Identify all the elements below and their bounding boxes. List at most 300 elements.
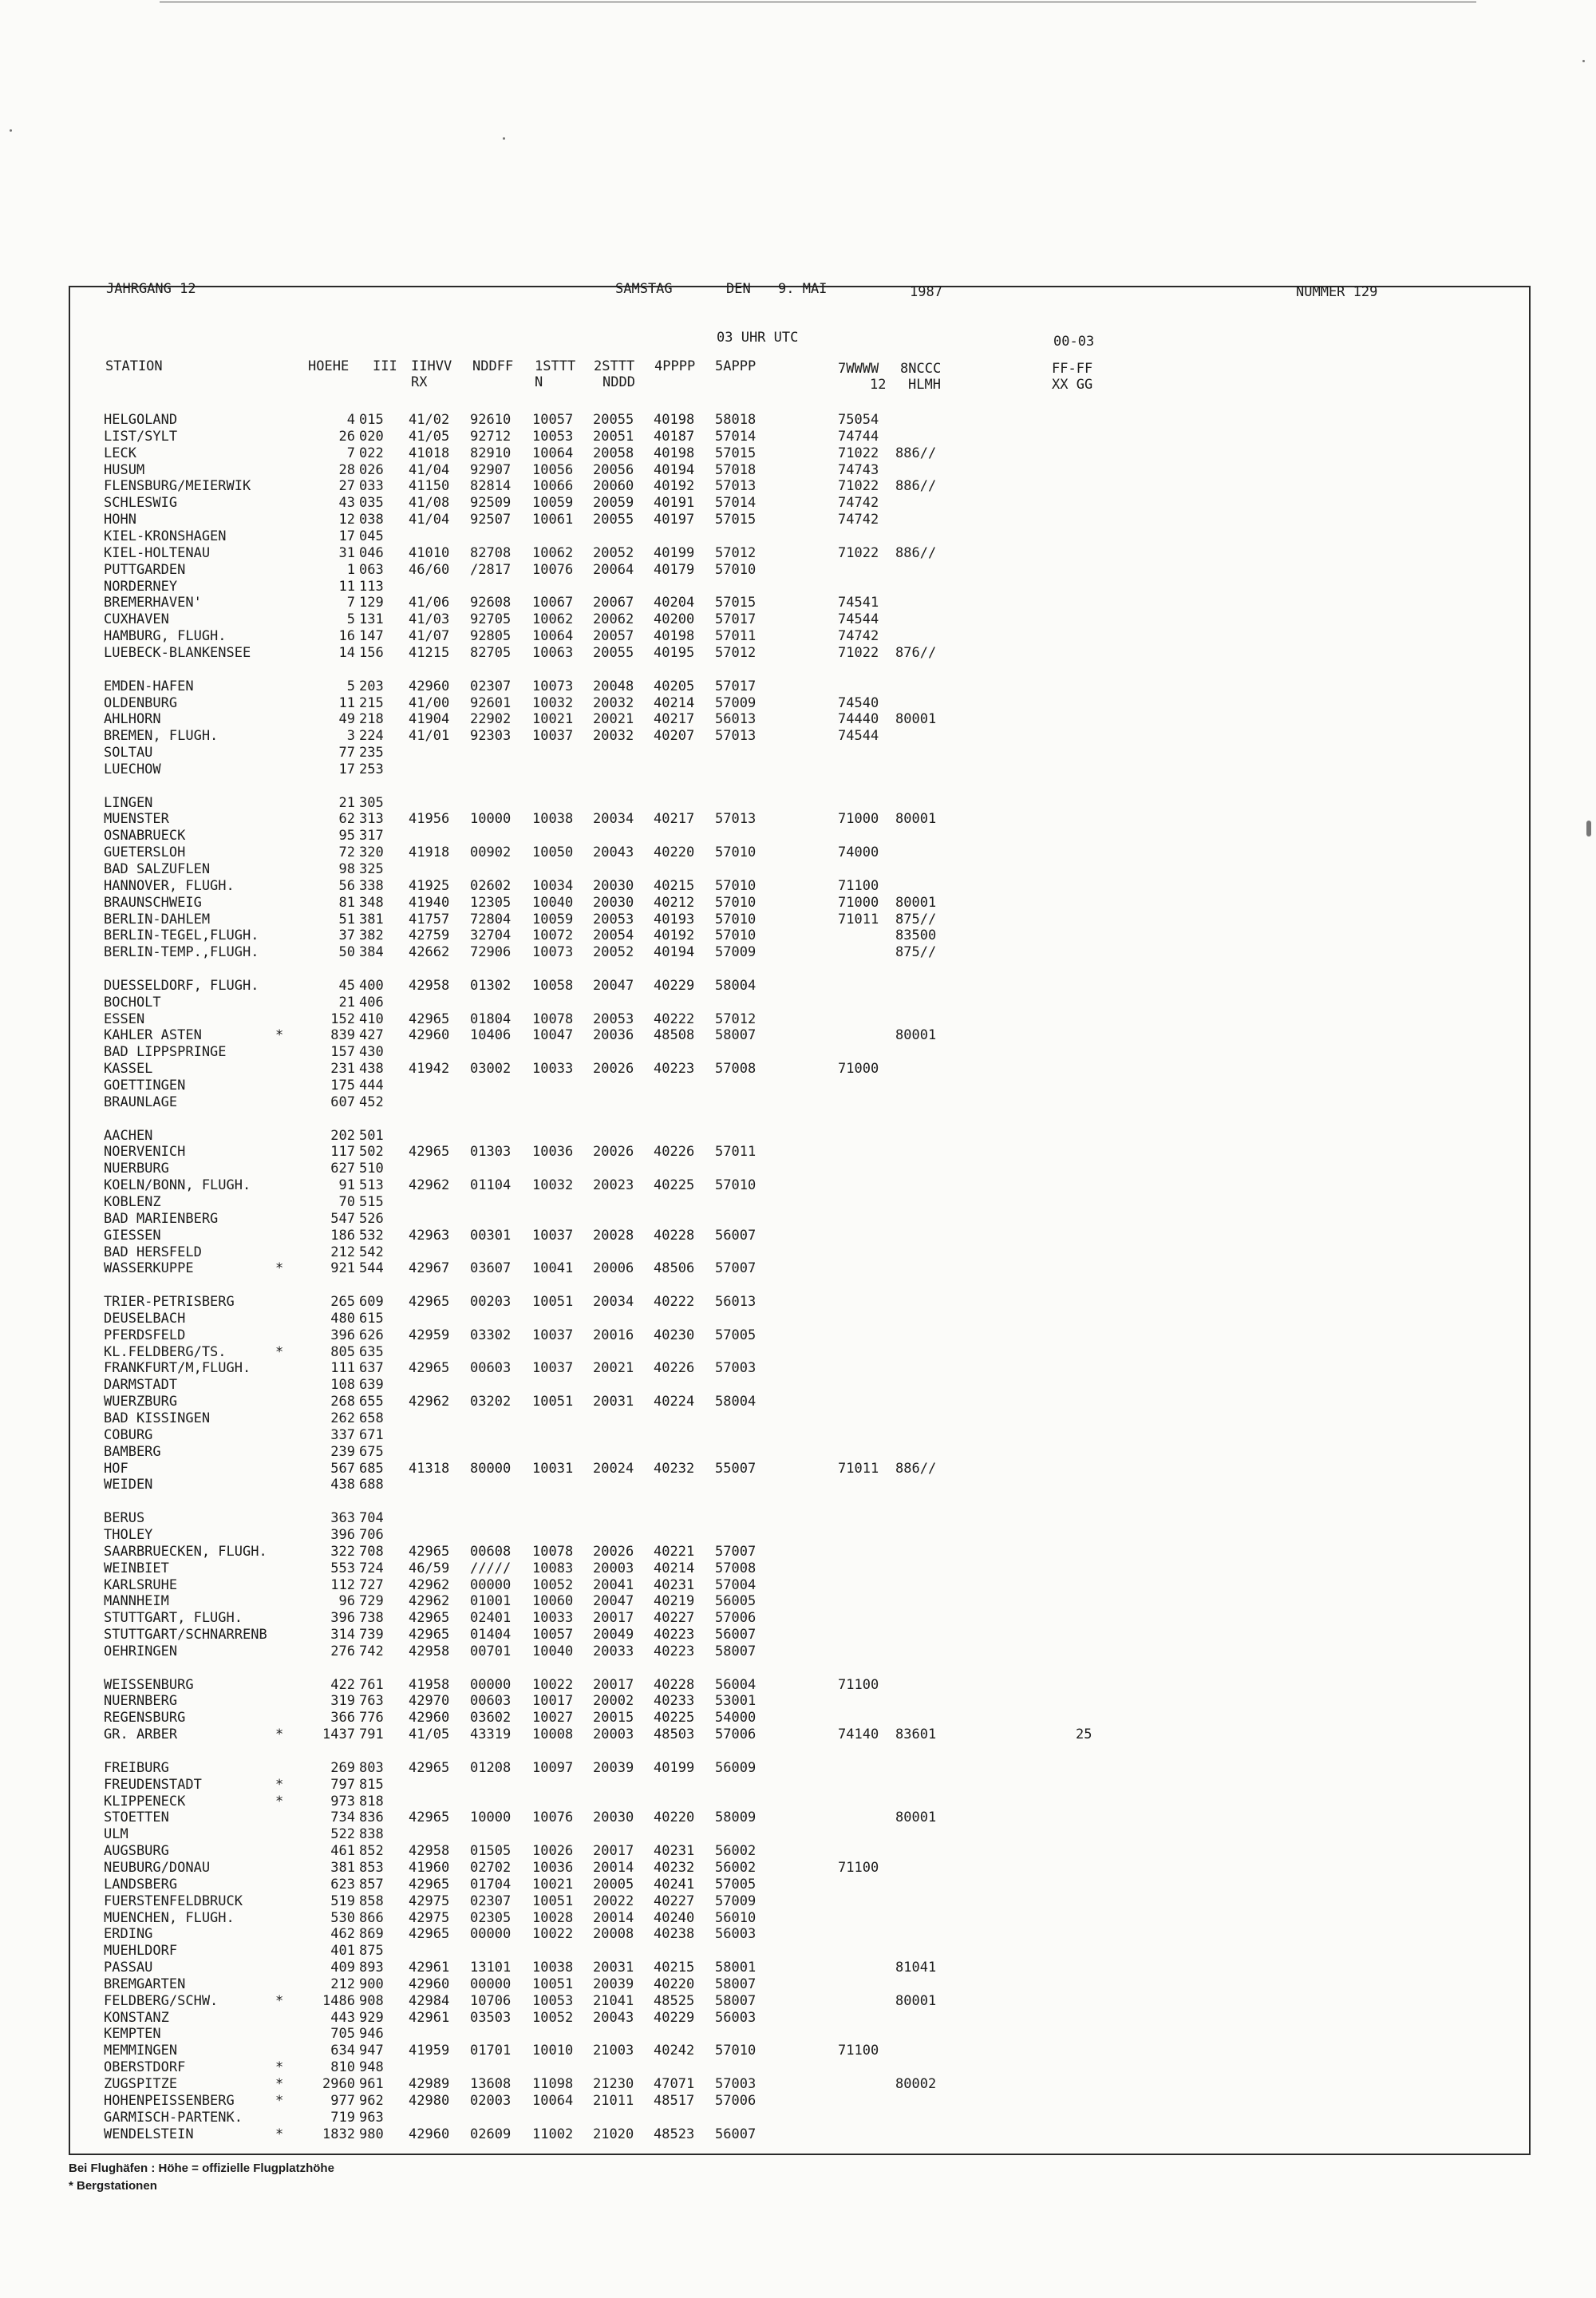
group-iihvv: 42965 <box>409 1610 450 1627</box>
group-iihvv: 42960 <box>409 1710 450 1726</box>
group-7wwww: 74544 <box>838 728 879 745</box>
group-5appp: 56003 <box>715 2009 757 2026</box>
group-5appp: 56009 <box>715 1759 757 1776</box>
group-iihvv: 42967 <box>409 1260 450 1277</box>
station-id: 510 <box>359 1161 384 1177</box>
group-1sttt: 10021 <box>532 1876 574 1893</box>
group-5appp: 56013 <box>715 711 757 728</box>
col-4pppp: 4PPPP <box>654 358 696 374</box>
station-id: 147 <box>359 628 384 645</box>
group-iihvv: 41959 <box>409 2043 450 2059</box>
group-5appp: 56013 <box>715 1294 757 1310</box>
group-iihvv: 41757 <box>409 911 450 928</box>
group-nddff: 00000 <box>470 1926 512 1943</box>
station-name: LANDSBERG <box>104 1876 178 1893</box>
group-5appp: 57015 <box>715 445 757 461</box>
group-nddff: ///// <box>470 1560 512 1576</box>
group-iihvv: 46/60 <box>409 561 450 578</box>
group-1sttt: 10064 <box>532 445 574 461</box>
group-8nccc: 80001 <box>895 1992 937 2009</box>
group-nddff: 02401 <box>470 1610 512 1627</box>
station-id: 305 <box>359 794 384 811</box>
group-7wwww: 74742 <box>838 628 879 645</box>
elevation: 396 <box>330 1526 355 1543</box>
group-iihvv: 42965 <box>409 1759 450 1776</box>
group-2sttt: 20022 <box>593 1893 634 1909</box>
elevation: 422 <box>330 1676 355 1693</box>
group-1sttt: 10076 <box>532 561 574 578</box>
group-nddff: 92507 <box>470 512 512 528</box>
group-2sttt: 20067 <box>593 595 634 611</box>
group-4pppp: 40192 <box>654 928 695 944</box>
group-2sttt: 20026 <box>593 1061 634 1078</box>
group-4pppp: 40227 <box>654 1610 695 1627</box>
group-iihvv: 42962 <box>409 1576 450 1593</box>
station-name: BRAUNLAGE <box>104 1094 178 1110</box>
group-nddff: 01701 <box>470 2043 512 2059</box>
group-nddff: 01704 <box>470 1876 512 1893</box>
group-iihvv: 42759 <box>409 928 450 944</box>
station-id: 203 <box>359 678 384 694</box>
station-id: 708 <box>359 1543 384 1560</box>
station-name: KARLSRUHE <box>104 1576 178 1593</box>
group-5appp: 57009 <box>715 944 757 961</box>
mountain-mark: * <box>275 1793 284 1810</box>
station-name: OSNABRUECK <box>104 828 186 844</box>
group-1sttt: 10041 <box>532 1260 574 1277</box>
station-id: 869 <box>359 1926 384 1943</box>
group-5appp: 57018 <box>715 461 757 478</box>
group-5appp: 56007 <box>715 2126 757 2142</box>
group-7wwww: 71000 <box>838 894 879 911</box>
group-4pppp: 40224 <box>654 1394 695 1410</box>
group-1sttt: 10053 <box>532 428 574 445</box>
elevation: 839 <box>330 1027 355 1044</box>
group-5appp: 57007 <box>715 1543 757 1560</box>
station-name: BREMERHAVEN' <box>104 595 202 611</box>
group-nddff: 92907 <box>470 461 512 478</box>
elevation: 98 <box>338 861 355 877</box>
mountain-mark: * <box>275 1776 284 1793</box>
elevation: 805 <box>330 1343 355 1360</box>
group-1sttt: 10036 <box>532 1144 574 1161</box>
elevation: 319 <box>330 1693 355 1710</box>
group-nddff: /2817 <box>470 561 512 578</box>
group-1sttt: 10047 <box>532 1027 574 1044</box>
group-4pppp: 40200 <box>654 611 695 628</box>
station-id: 438 <box>359 1061 384 1078</box>
group-iihvv: 42975 <box>409 1909 450 1926</box>
elevation: 5 <box>346 678 355 694</box>
group-8nccc: 80001 <box>895 1810 937 1826</box>
group-5appp: 57013 <box>715 811 757 828</box>
elevation: 212 <box>330 1244 355 1260</box>
table-frame <box>69 286 1531 2155</box>
station-id: 609 <box>359 1294 384 1310</box>
group-5appp: 57017 <box>715 611 757 628</box>
group-2sttt: 20055 <box>593 512 634 528</box>
group-4pppp: 40241 <box>654 1876 695 1893</box>
group-iihvv: 41958 <box>409 1676 450 1693</box>
station-name: LUECHOW <box>104 761 161 777</box>
station-name: OEHRINGEN <box>104 1643 178 1659</box>
station-id: 218 <box>359 711 384 728</box>
group-4pppp: 40192 <box>654 478 695 495</box>
elevation: 27 <box>338 478 355 495</box>
station-id: 381 <box>359 911 384 928</box>
elevation: 45 <box>338 977 355 994</box>
group-4pppp: 47071 <box>654 2076 695 2092</box>
group-4pppp: 40230 <box>654 1327 695 1343</box>
station-name: KLIPPENECK <box>104 1793 186 1810</box>
group-5appp: 57010 <box>715 928 757 944</box>
station-name: FELDBERG/SCHW. <box>104 1992 219 2009</box>
group-2sttt: 20026 <box>593 1543 634 1560</box>
elevation: 1486 <box>322 1992 355 2009</box>
station-id: 671 <box>359 1426 384 1443</box>
station-name: BERUS <box>104 1510 145 1527</box>
group-2sttt: 20059 <box>593 495 634 512</box>
station-id: 727 <box>359 1576 384 1593</box>
group-2sttt: 20043 <box>593 2009 634 2026</box>
group-nddff: 43319 <box>470 1726 512 1743</box>
group-iihvv: 42959 <box>409 1327 450 1343</box>
group-iihvv: 41/04 <box>409 461 450 478</box>
group-nddff: 13608 <box>470 2076 512 2092</box>
group-nddff: 03602 <box>470 1710 512 1726</box>
group-2sttt: 20036 <box>593 1027 634 1044</box>
station-name: BRAUNSCHWEIG <box>104 894 202 911</box>
station-name: MUENCHEN, FLUGH. <box>104 1909 235 1926</box>
group-iihvv: 42965 <box>409 1876 450 1893</box>
station-id: 706 <box>359 1526 384 1543</box>
station-id: 338 <box>359 877 384 894</box>
elevation: 462 <box>330 1926 355 1943</box>
group-8nccc: 80001 <box>895 811 937 828</box>
station-id: 836 <box>359 1810 384 1826</box>
station-name: HOHENPEISSENBERG <box>104 2092 235 2109</box>
group-nddff: 12305 <box>470 894 512 911</box>
group-1sttt: 10010 <box>532 2043 574 2059</box>
station-id: 791 <box>359 1726 384 1743</box>
elevation: 21 <box>338 794 355 811</box>
group-iihvv: 42960 <box>409 1976 450 1992</box>
group-nddff: 00203 <box>470 1294 512 1310</box>
station-name: STUTTGART, FLUGH. <box>104 1610 243 1627</box>
group-7wwww: 75054 <box>838 412 879 428</box>
group-1sttt: 10051 <box>532 1976 574 1992</box>
group-iihvv: 41960 <box>409 1859 450 1876</box>
group-2sttt: 20054 <box>593 928 634 944</box>
group-7wwww: 74743 <box>838 461 879 478</box>
group-1sttt: 10051 <box>532 1893 574 1909</box>
group-1sttt: 10061 <box>532 512 574 528</box>
station-id: 639 <box>359 1377 384 1394</box>
group-2sttt: 20060 <box>593 478 634 495</box>
group-iihvv: 41904 <box>409 711 450 728</box>
elevation: 81 <box>338 894 355 911</box>
group-2sttt: 20005 <box>593 1876 634 1893</box>
mountain-mark: * <box>275 1992 284 2009</box>
group-nddff: 10706 <box>470 1992 512 2009</box>
station-id: 063 <box>359 561 384 578</box>
group-nddff: 01302 <box>470 977 512 994</box>
group-nddff: 00608 <box>470 1543 512 1560</box>
group-2sttt: 20003 <box>593 1726 634 1743</box>
group-iihvv: 42963 <box>409 1227 450 1244</box>
elevation: 152 <box>330 1011 355 1027</box>
group-iihvv: 42975 <box>409 1893 450 1909</box>
group-4pppp: 40195 <box>654 644 695 661</box>
col-nddff: NDDFF <box>472 358 514 374</box>
group-nddff: 92303 <box>470 728 512 745</box>
elevation: 26 <box>338 428 355 445</box>
group-1sttt: 10064 <box>532 2092 574 2109</box>
col-ff-sub: XX GG <box>1052 377 1093 393</box>
group-iihvv: 41010 <box>409 544 450 561</box>
group-iihvv: 42965 <box>409 1810 450 1826</box>
group-5appp: 57012 <box>715 544 757 561</box>
group-1sttt: 10008 <box>532 1726 574 1743</box>
station-name: ERDING <box>104 1926 153 1943</box>
group-5appp: 55007 <box>715 1460 757 1477</box>
group-7wwww: 71000 <box>838 1061 879 1078</box>
group-1sttt: 10062 <box>532 544 574 561</box>
elevation: 14 <box>338 644 355 661</box>
group-nddff: 82814 <box>470 478 512 495</box>
elevation: 480 <box>330 1310 355 1327</box>
elevation: 461 <box>330 1843 355 1860</box>
station-id: 818 <box>359 1793 384 1810</box>
group-4pppp: 40228 <box>654 1227 695 1244</box>
group-nddff: 92705 <box>470 611 512 628</box>
station-id: 761 <box>359 1676 384 1693</box>
observation-time: 03 UHR UTC <box>717 330 799 346</box>
group-nddff: 32704 <box>470 928 512 944</box>
group-1sttt: 10040 <box>532 1643 574 1659</box>
group-1sttt: 10017 <box>532 1693 574 1710</box>
group-4pppp: 40223 <box>654 1061 695 1078</box>
group-nddff: 22902 <box>470 711 512 728</box>
group-nddff: 01001 <box>470 1593 512 1610</box>
group-nddff: 03002 <box>470 1061 512 1078</box>
elevation: 530 <box>330 1909 355 1926</box>
station-name: DARMSTADT <box>104 1377 178 1394</box>
group-iihvv: 41318 <box>409 1460 450 1477</box>
station-id: 658 <box>359 1410 384 1426</box>
station-id: 626 <box>359 1327 384 1343</box>
scan-speck <box>1582 60 1585 62</box>
group-iihvv: 41940 <box>409 894 450 911</box>
mountain-mark: * <box>275 1343 284 1360</box>
elevation: 567 <box>330 1460 355 1477</box>
group-iihvv: 41215 <box>409 644 450 661</box>
group-1sttt: 10056 <box>532 461 574 478</box>
group-nddff: 02307 <box>470 1893 512 1909</box>
group-1sttt: 10057 <box>532 412 574 428</box>
elevation: 37 <box>338 928 355 944</box>
period: 00-03 <box>1053 334 1095 350</box>
group-1sttt: 10050 <box>532 844 574 861</box>
group-iihvv: 42961 <box>409 2009 450 2026</box>
group-2sttt: 20057 <box>593 628 634 645</box>
group-iihvv: 46/59 <box>409 1560 450 1576</box>
group-1sttt: 10097 <box>532 1759 574 1776</box>
group-1sttt: 10078 <box>532 1543 574 1560</box>
station-name: HELGOLAND <box>104 412 178 428</box>
group-2sttt: 20053 <box>593 1011 634 1027</box>
group-7wwww: 74744 <box>838 428 879 445</box>
station-id: 532 <box>359 1227 384 1244</box>
group-nddff: 01505 <box>470 1843 512 1860</box>
group-2sttt: 20014 <box>593 1859 634 1876</box>
group-5appp: 57003 <box>715 2076 757 2092</box>
group-4pppp: 40197 <box>654 512 695 528</box>
group-8nccc: 80001 <box>895 1027 937 1044</box>
group-2sttt: 20032 <box>593 728 634 745</box>
station-id: 515 <box>359 1193 384 1210</box>
elevation: 49 <box>338 711 355 728</box>
group-4pppp: 40223 <box>654 1627 695 1643</box>
station-name: MUENSTER <box>104 811 169 828</box>
group-iihvv: 42989 <box>409 2076 450 2092</box>
elevation: 607 <box>330 1094 355 1110</box>
station-id: 129 <box>359 595 384 611</box>
group-2sttt: 20064 <box>593 561 634 578</box>
group-4pppp: 40231 <box>654 1843 695 1860</box>
group-7wwww: 71011 <box>838 1460 879 1477</box>
group-1sttt: 10036 <box>532 1859 574 1876</box>
col-8nccc: 8NCCC <box>900 361 942 377</box>
group-iihvv: 42962 <box>409 1177 450 1194</box>
group-1sttt: 10060 <box>532 1593 574 1610</box>
station-id: 382 <box>359 928 384 944</box>
station-id: 026 <box>359 461 384 478</box>
elevation: 265 <box>330 1294 355 1310</box>
group-nddff: 00701 <box>470 1643 512 1659</box>
station-id: 348 <box>359 894 384 911</box>
col-1sttt: 1STTT <box>535 358 576 374</box>
elevation: 522 <box>330 1826 355 1843</box>
station-id: 858 <box>359 1893 384 1909</box>
station-id: 526 <box>359 1210 384 1227</box>
station-name: THOLEY <box>104 1526 153 1543</box>
station-name: OBERSTDORF <box>104 2059 186 2076</box>
station-id: 131 <box>359 611 384 628</box>
group-1sttt: 10022 <box>532 1926 574 1943</box>
group-2sttt: 20032 <box>593 694 634 711</box>
station-name: BAD SALZUFLEN <box>104 861 211 877</box>
elevation: 77 <box>338 745 355 761</box>
group-iihvv: 41018 <box>409 445 450 461</box>
group-2sttt: 20002 <box>593 1693 634 1710</box>
group-5appp: 57010 <box>715 911 757 928</box>
elevation: 186 <box>330 1227 355 1244</box>
station-id: 704 <box>359 1510 384 1527</box>
group-5appp: 57015 <box>715 512 757 528</box>
elevation: 21 <box>338 994 355 1011</box>
scan-speck <box>10 129 12 132</box>
group-4pppp: 40205 <box>654 678 695 694</box>
group-5appp: 57010 <box>715 877 757 894</box>
station-name: FREUDENSTADT <box>104 1776 202 1793</box>
station-id: 803 <box>359 1759 384 1776</box>
station-id: 035 <box>359 495 384 512</box>
group-nddff: 02307 <box>470 678 512 694</box>
group-4pppp: 40233 <box>654 1693 695 1710</box>
group-nddff: 00902 <box>470 844 512 861</box>
group-7wwww: 71100 <box>838 1859 879 1876</box>
group-2sttt: 20034 <box>593 811 634 828</box>
group-1sttt: 10037 <box>532 1360 574 1377</box>
elevation: 56 <box>338 877 355 894</box>
group-5appp: 57003 <box>715 1360 757 1377</box>
station-name: LINGEN <box>104 794 153 811</box>
group-1sttt: 11002 <box>532 2126 574 2142</box>
group-iihvv: 41/00 <box>409 694 450 711</box>
station-id: 444 <box>359 1078 384 1094</box>
group-8nccc: 81041 <box>895 1960 937 1976</box>
group-1sttt: 10063 <box>532 644 574 661</box>
group-2sttt: 20039 <box>593 1976 634 1992</box>
station-name: STOETTEN <box>104 1810 169 1826</box>
group-5appp: 57006 <box>715 2092 757 2109</box>
station-name: HAMBURG, FLUGH. <box>104 628 227 645</box>
group-5appp: 57014 <box>715 495 757 512</box>
group-4pppp: 40242 <box>654 2043 695 2059</box>
group-5appp: 57017 <box>715 678 757 694</box>
group-2sttt: 20017 <box>593 1676 634 1693</box>
station-id: 947 <box>359 2043 384 2059</box>
group-nddff: 10000 <box>470 1810 512 1826</box>
group-7wwww: 71022 <box>838 644 879 661</box>
group-5appp: 56010 <box>715 1909 757 1926</box>
station-name: HANNOVER, FLUGH. <box>104 877 235 894</box>
station-name: HUSUM <box>104 461 145 478</box>
group-2sttt: 20033 <box>593 1643 634 1659</box>
station-id: 045 <box>359 528 384 544</box>
group-1sttt: 10027 <box>532 1710 574 1726</box>
station-name: WASSERKUPPE <box>104 1260 194 1277</box>
group-nddff: 02305 <box>470 1909 512 1926</box>
group-1sttt: 10062 <box>532 611 574 628</box>
col-hoehe: HOEHE <box>308 358 350 374</box>
station-id: 961 <box>359 2076 384 2092</box>
group-4pppp: 40220 <box>654 1976 695 1992</box>
group-iihvv: 41/07 <box>409 628 450 645</box>
group-4pppp: 40225 <box>654 1710 695 1726</box>
jahrgang: JAHRGANG 12 <box>106 281 196 297</box>
group-2sttt: 20062 <box>593 611 634 628</box>
station-name: BAD HERSFELD <box>104 1244 202 1260</box>
group-1sttt: 10037 <box>532 1327 574 1343</box>
group-iihvv: 42958 <box>409 977 450 994</box>
group-nddff: 13101 <box>470 1960 512 1976</box>
group-nddff: 82708 <box>470 544 512 561</box>
group-7wwww: 74140 <box>838 1726 879 1743</box>
station-name: MEMMINGEN <box>104 2043 178 2059</box>
group-nddff: 02003 <box>470 2092 512 2109</box>
group-1sttt: 10037 <box>532 728 574 745</box>
group-5appp: 58009 <box>715 1810 757 1826</box>
group-4pppp: 40217 <box>654 811 695 828</box>
station-id: 224 <box>359 728 384 745</box>
group-nddff: 01804 <box>470 1011 512 1027</box>
group-nddff: 02609 <box>470 2126 512 2142</box>
station-name: LUEBECK-BLANKENSEE <box>104 644 251 661</box>
group-iihvv: 41/03 <box>409 611 450 628</box>
group-1sttt: 10057 <box>532 1627 574 1643</box>
